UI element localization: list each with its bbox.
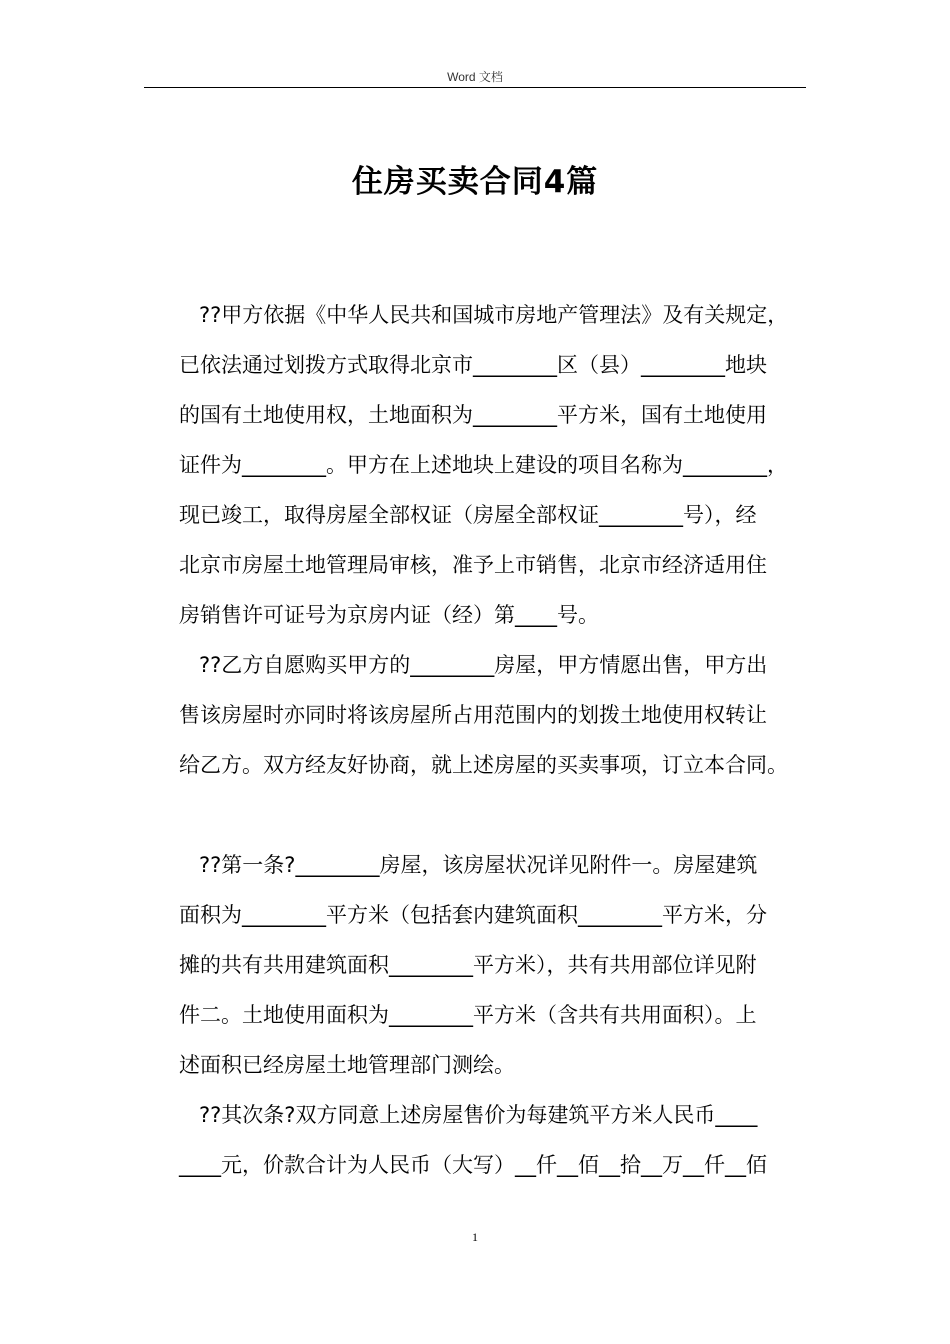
paragraph-spacer	[179, 797, 819, 847]
document-title: 住房买卖合同4篇	[351, 164, 599, 200]
paragraph-line: ??其次条?双方同意上述房屋售价为每建筑平方米人民币____	[199, 1103, 758, 1127]
paragraph-line: ??乙方自愿购买甲方的________房屋，甲方情愿出售，甲方出	[199, 653, 768, 677]
paragraph-line: 摊的共有共用建筑面积________平方米），共有共用部位详见附	[179, 953, 757, 977]
paragraph-line: 售该房屋时亦同时将该房屋所占用范围内的划拨土地使用权转让	[179, 703, 767, 727]
paragraph-line: 房销售许可证号为京房内证（经）第____号。	[179, 603, 599, 627]
paragraph-line: ??甲方依据《中华人民共和国城市房地产管理法》及有关规定，	[199, 303, 789, 327]
paragraph-line: ____元，价款合计为人民币（大写）__仟__佰__拾__万__仟__佰	[179, 1153, 767, 1177]
page-header: Word 文档	[447, 70, 503, 84]
header-divider	[144, 87, 806, 88]
paragraph-line: 现已竣工，取得房屋全部权证（房屋全部权证________号），经	[179, 503, 757, 527]
paragraph-line: 的国有土地使用权，土地面积为________平方米，国有土地使用	[179, 403, 767, 427]
paragraph-line: 证件为________。甲方在上述地块上建设的项目名称为________，	[179, 453, 788, 477]
paragraph-line: 已依法通过划拨方式取得北京市________区（县）________地块	[179, 353, 767, 377]
page-number: 1	[472, 1230, 478, 1244]
document-body	[179, 297, 819, 1197]
paragraph-line: 给乙方。双方经友好协商，就上述房屋的买卖事项，订立本合同。	[179, 753, 788, 777]
paragraph-line: ??第一条?________房屋，该房屋状况详见附件一。房屋建筑	[199, 853, 758, 877]
paragraph-line: 述面积已经房屋土地管理部门测绘。	[179, 1053, 515, 1077]
paragraph-line: 北京市房屋土地管理局审核，准予上市销售，北京市经济适用住	[179, 553, 767, 577]
paragraph-line: 面积为________平方米（包括套内建筑面积________平方米，分	[179, 903, 767, 927]
paragraph-line: 件二。土地使用面积为________平方米（含共有共用面积）。上	[179, 1003, 757, 1027]
